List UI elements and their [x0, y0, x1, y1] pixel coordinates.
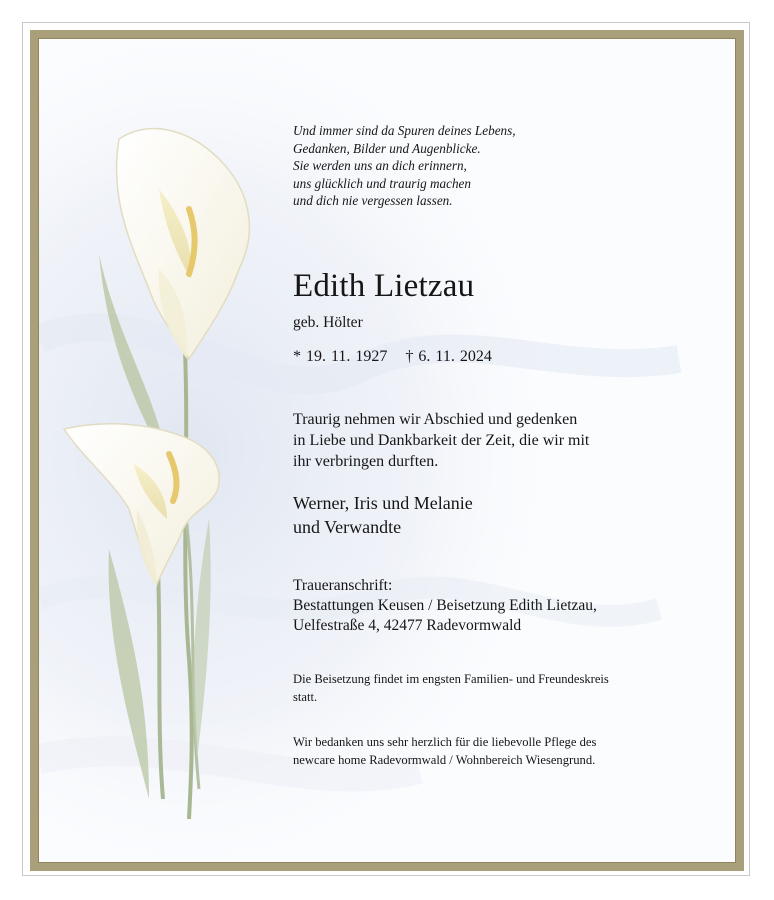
death-date: † 6. 11. 2024 [405, 348, 492, 365]
mourning-address: Traueranschrift: Bestattungen Keusen / Beisetzung Edith Lietzau, Uelfestraße 4, 42477 Radevormwald [293, 577, 597, 634]
mourners-names: Werner, Iris und Melanie und Verwandte [293, 493, 473, 537]
birth-date: * 19. 11. 1927 [293, 348, 388, 365]
funeral-note: Die Beisetzung findet im engsten Familien- und Freundeskreis statt. [293, 672, 609, 704]
thanks-note: Wir bedanken uns sehr herzlich für die liebevolle Pflege des newcare home Radevormwald / Wohnbereich Wiesengrund. [293, 735, 597, 767]
deceased-name: Edith Lietzau [293, 268, 475, 304]
mourning-text: Traurig nehmen wir Abschied und gedenken in Liebe und Dankbarkeit der Zeit, die wir mit ihr verbringen durften. [293, 411, 590, 470]
life-dates [293, 346, 492, 368]
memorial-poem: Und immer sind da Spuren deines Lebens, Gedanken, Bilder und Augenblicke. Sie werden uns an dich erinnern, uns glücklich und traurig machen und dich nie vergessen lassen. [293, 123, 516, 209]
birth-name: geb. Hölter [293, 314, 363, 331]
